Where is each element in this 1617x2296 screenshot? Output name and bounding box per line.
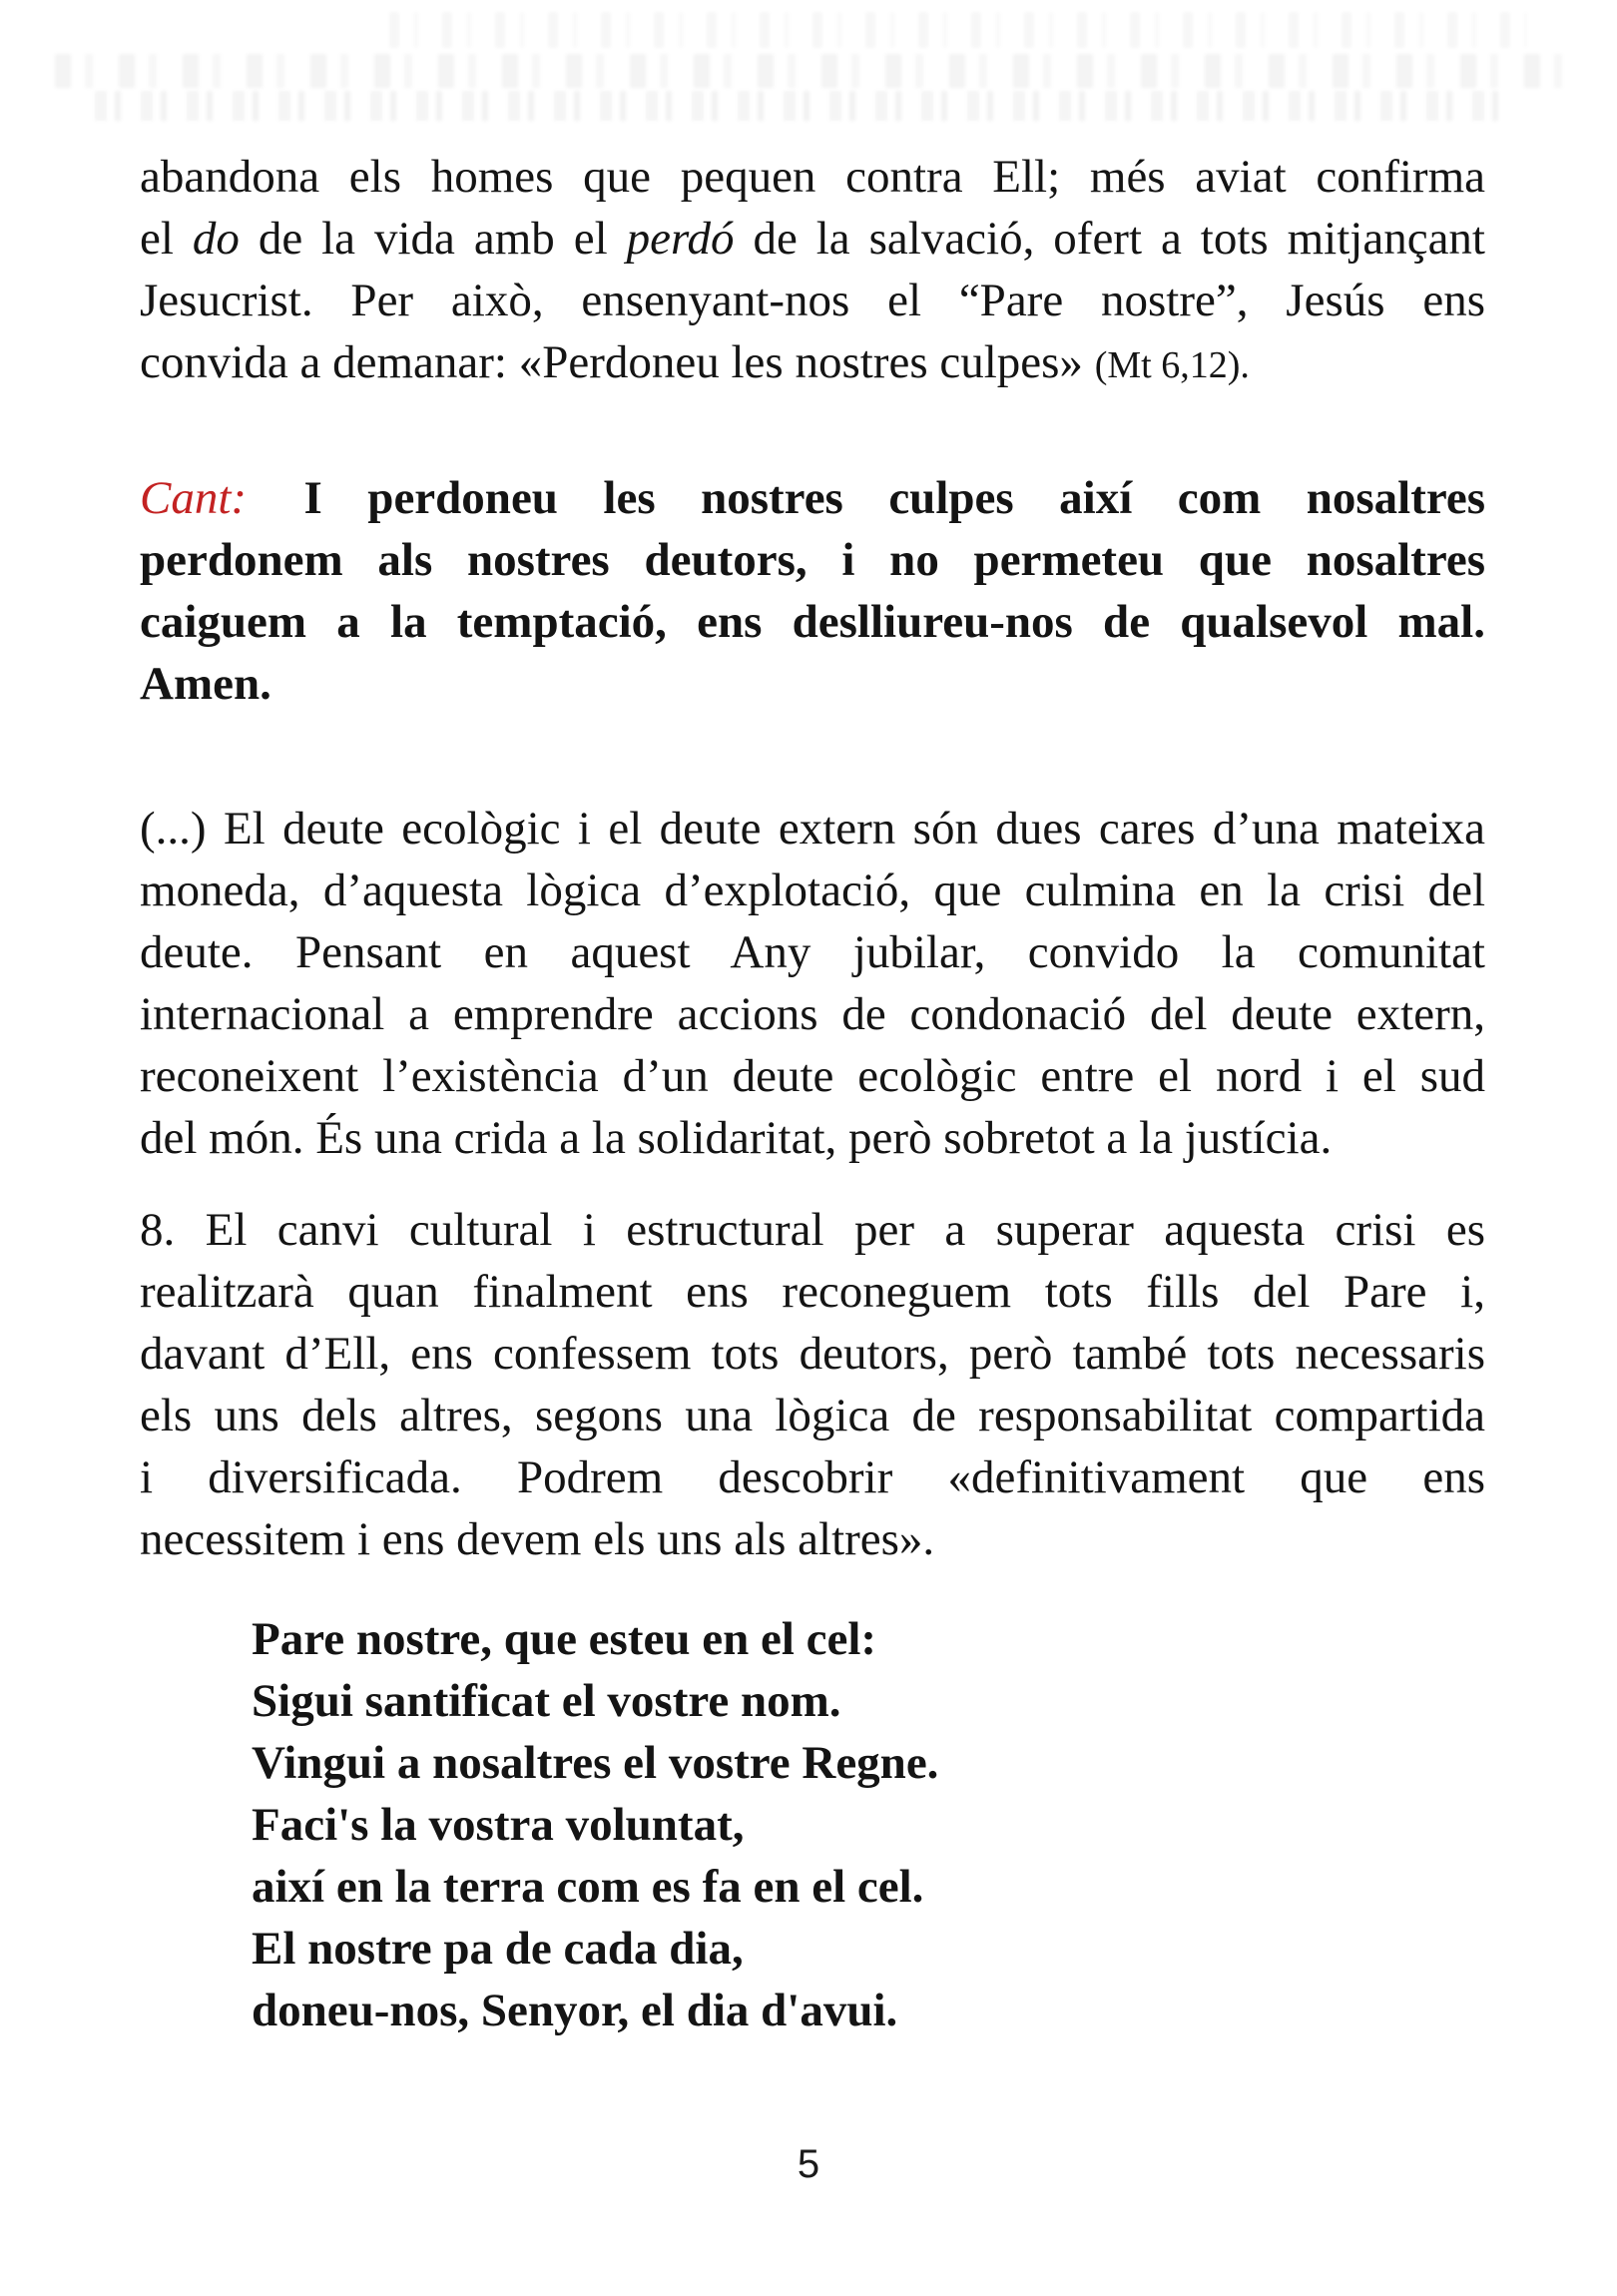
text-line	[140, 983, 1485, 1045]
text-run: El nostre pa de cada dia,	[252, 1923, 744, 1975]
text-line	[140, 1045, 1485, 1107]
text-run: de la salvació, ofert a tots mitjançant	[734, 213, 1485, 265]
text-run: els uns dels altres, segons una lògica de responsabilitat compartida	[140, 1390, 1485, 1441]
text-line	[140, 529, 1485, 591]
text-run: internacional a emprendre accions de condonació del deute extern,	[140, 988, 1485, 1040]
text-run: el	[140, 213, 193, 265]
text-run: doneu-nos, Senyor, el dia d'avui.	[252, 1985, 898, 2036]
text-line	[140, 860, 1485, 921]
text-line	[140, 798, 1485, 860]
text-line	[140, 331, 1485, 393]
prayer-line	[252, 1918, 1485, 1980]
text-run: i diversificada. Podrem descobrir «definitivament que ens	[140, 1451, 1485, 1503]
prayer-line	[252, 1732, 1485, 1794]
text-run: realitzarà quan finalment ens reconeguem tots fills del Pare i,	[140, 1266, 1485, 1318]
text-run: (Mt 6,12).	[1094, 344, 1250, 386]
text-run: així en la terra com es fa en el cel.	[252, 1861, 924, 1913]
text-run: moneda, d’aquesta lògica d’explotació, que culmina en la crisi del	[140, 864, 1485, 916]
text-line	[140, 1508, 1485, 1570]
text-line	[140, 591, 1485, 653]
prayer-line	[252, 1794, 1485, 1856]
text-run: 8. El canvi cultural i estructural per a superar aquesta crisi es	[140, 1204, 1485, 1256]
text-run: davant d’Ell, ens confessem tots deutors, però també tots necessaris	[140, 1328, 1485, 1380]
text-line	[140, 467, 1485, 529]
text-line	[140, 1323, 1485, 1385]
prayer-line	[252, 1608, 1485, 1670]
text-run: necessitem i ens devem els uns als altres».	[140, 1513, 935, 1565]
text-run: de la vida amb el	[239, 213, 627, 265]
paragraph-deute	[140, 798, 1485, 1169]
text-run: Jesucrist. Per això, ensenyant-nos el “Pare nostre”, Jesús ens	[140, 275, 1485, 326]
text-line	[140, 1199, 1485, 1261]
cant-label: Cant:	[140, 472, 248, 524]
text-line	[140, 146, 1485, 208]
text-run: I perdoneu les nostres culpes així com nosaltres	[303, 472, 1486, 524]
text-run: perdó	[626, 213, 735, 265]
text-run: caiguem a la temptació, ens deslliureu-nos de qualsevol mal.	[140, 596, 1485, 648]
text-run: abandona els homes que pequen contra Ell; més aviat confirma	[140, 151, 1485, 203]
text-line	[140, 1107, 1485, 1169]
text-run: Pare nostre, que esteu en el cel:	[252, 1613, 877, 1665]
text-run: Faci's la vostra voluntat,	[252, 1799, 745, 1851]
text-run: deute. Pensant en aquest Any jubilar, convido la comunitat	[140, 926, 1485, 978]
text-run: Vingui a nosaltres el vostre Regne.	[252, 1737, 939, 1789]
text-run: del món. És una crida a la solidaritat, però sobretot a la justícia.	[140, 1112, 1333, 1164]
prayer-block	[252, 1608, 1485, 2041]
paragraph-8	[140, 1199, 1485, 1570]
text-run	[259, 472, 303, 524]
text-line	[140, 1446, 1485, 1508]
text-run: Sigui santificat el vostre nom.	[252, 1675, 841, 1727]
text-run: perdonem als nostres deutors, i no permeteu que nosaltres	[140, 534, 1485, 586]
text-line	[140, 1385, 1485, 1446]
prayer-line	[252, 1980, 1485, 2041]
text-run: do	[192, 213, 240, 265]
text-line	[140, 1261, 1485, 1323]
prayer-line	[252, 1856, 1485, 1918]
text-line	[140, 208, 1485, 270]
text-run: reconeixent l’existència d’un deute ecològic entre el nord i el sud	[140, 1050, 1485, 1102]
page-number: 5	[797, 2142, 820, 2186]
paragraph-intro	[140, 146, 1485, 393]
prayer-line	[252, 1670, 1485, 1732]
text-run: Amen.	[140, 658, 271, 710]
text-line	[140, 270, 1485, 331]
text-run: (...) El deute ecològic i el deute extern són dues cares d’una mateixa	[140, 803, 1485, 855]
text-run: convida a demanar: «Perdoneu les nostres culpes»	[140, 336, 1095, 388]
cant-paragraph	[140, 467, 1485, 715]
text-line	[140, 921, 1485, 983]
text-line	[140, 653, 1485, 715]
